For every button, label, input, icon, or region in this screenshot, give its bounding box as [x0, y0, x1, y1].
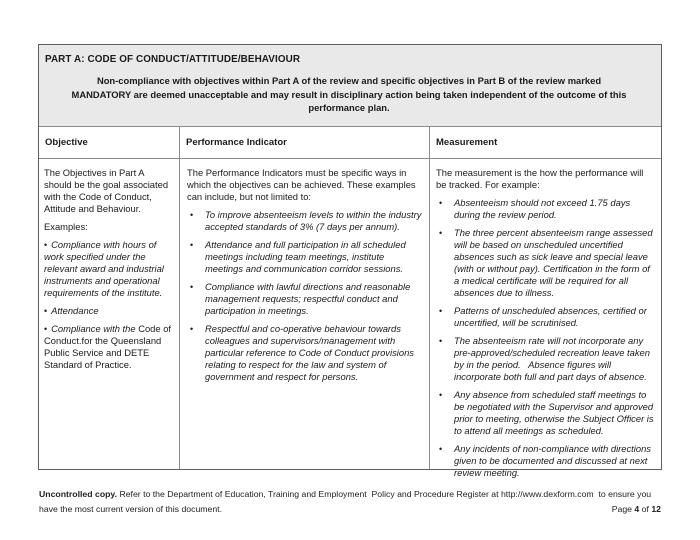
- bullet-icon: •: [190, 210, 194, 220]
- bullet-icon: •: [439, 306, 443, 316]
- bullet-icon: •: [190, 240, 194, 250]
- bullet-icon: •: [190, 282, 194, 292]
- measurement-cell: [429, 159, 661, 478]
- part-a-table: [38, 44, 662, 478]
- mandatory-notice: Non-compliance with objectives within Part A of the review and specific objectives in Part B of the review marked MANDATORY are deemed unacceptable and may result in disciplinary action being taken independent of the outcome of this performance plan.: [71, 75, 627, 113]
- page-current: 4: [634, 504, 640, 514]
- footer-notice: Uncontrolled copy. Refer to the Department of Education, Training and Employment Policy and Procedure Register at http://www.dexform.com to ensure you have the most current version of this document.: [39, 489, 654, 514]
- footer-url: http://www.dexform.com: [500, 489, 594, 499]
- page-footer: [39, 487, 661, 517]
- page-number: Page 4 of 12: [611, 504, 661, 514]
- measurement-bullet: • The three percent absenteeism range assessed will be based on unscheduled uncertified absences such as sick leave and special leave (with or without pay). Certification in the form of a medical certificate will be required for all absences due to illness.: [436, 227, 654, 299]
- measurement-bullet: • Any absence from scheduled staff meetings to be negotiated with the Supervisor and approved prior to meeting, otherwise the Subject Officer is to attend all meetings as scheduled.: [436, 389, 654, 437]
- bullet-icon: •: [44, 306, 48, 316]
- bullet-icon: •: [439, 390, 443, 400]
- measurement-intro: The measurement is the how the performance will be tracked. For example:: [436, 167, 644, 190]
- performance-indicator-bullet: • Respectful and co-operative behaviour towards colleagues and supervisors/management with particular reference to Code of Conduct provisions relating to respect for the law and system of government and respect for persons.: [187, 323, 422, 383]
- column-header-row: [39, 127, 661, 159]
- performance-indicator-bullet: • To improve absenteeism levels to within the industry accepted standards of 3% (7 days per annum).: [187, 209, 422, 233]
- measurement-bullet: • Any incidents of non-compliance with directions given to be documented and discussed at next review meeting.: [436, 443, 654, 479]
- part-a-header-band: [39, 45, 661, 127]
- bullet-icon: •: [439, 444, 443, 454]
- objective-cell: [39, 159, 179, 469]
- page-total: 12: [651, 504, 661, 514]
- objective-bullet: • Compliance with the Code of Conduct.for the Queensland Public Service and DETE Standard of Practice.: [44, 323, 174, 370]
- bullet-icon: •: [44, 324, 48, 334]
- performance-indicator-intro: The Performance Indicators must be specific ways in which the objectives can be achieved. These examples can include, but not limited to:: [187, 167, 416, 202]
- performance-indicator-bullet: • Attendance and full participation in all scheduled meetings including team meetings, institute meetings and communication corridor sessions.: [187, 239, 422, 275]
- bullet-icon: •: [190, 324, 194, 334]
- footer-bold-lead: Uncontrolled copy.: [39, 489, 118, 499]
- measurement-bullet: • The absenteeism rate will not incorporate any pre-approved/scheduled recreation leave taken by in the period. Absence figures will incorporate both full and part days of absence.: [436, 335, 654, 383]
- performance-indicator-cell: [179, 159, 429, 469]
- column-header-measurement: Measurement: [429, 127, 661, 158]
- measurement-bullet: • Patterns of unscheduled absences, certified or uncertified, will be scrutinised.: [436, 305, 654, 329]
- objective-intro: The Objectives in Part A should be the goal associated with the Code of Conduct, Attitude and Behaviour.: [44, 167, 169, 214]
- bullet-icon: •: [44, 240, 48, 250]
- objective-examples-label: Examples:: [44, 221, 88, 232]
- table-body-row: [39, 159, 661, 478]
- bullet-icon: •: [439, 336, 443, 346]
- performance-indicator-bullet: • Compliance with lawful directions and reasonable management requests; respectful conduct and participation in meetings.: [187, 281, 422, 317]
- objective-bullet: • Compliance with hours of work specified under the relevant award and industrial instruments and operational requirements of the institute.: [44, 239, 167, 298]
- bullet-icon: •: [439, 228, 443, 238]
- measurement-bullet: • Absenteeism should not exceed 1.75 days during the review period.: [436, 197, 654, 221]
- column-header-performance-indicator: Performance Indicator: [179, 127, 429, 158]
- objective-bullet: • Attendance: [44, 305, 99, 316]
- bullet-icon: •: [439, 198, 443, 208]
- part-a-title: PART A: CODE OF CONDUCT/ATTITUDE/BEHAVIOUR: [45, 54, 301, 65]
- column-header-objective: Objective: [45, 137, 88, 148]
